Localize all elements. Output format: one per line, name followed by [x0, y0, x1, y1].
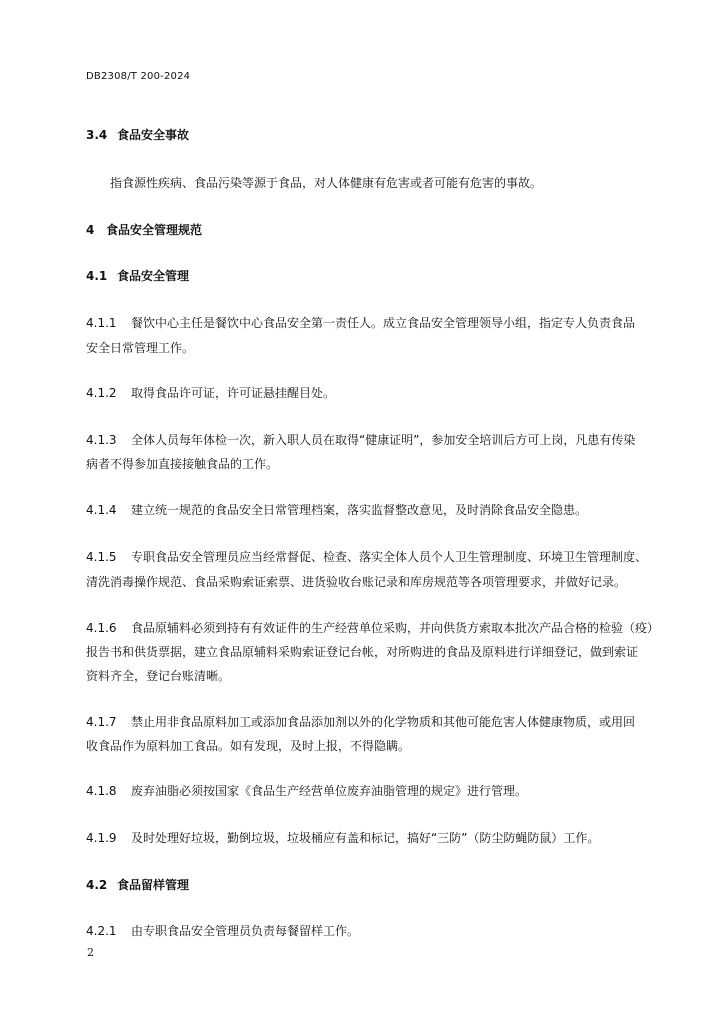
clause-4-1-1 — [86, 314, 635, 331]
clause-number: 4.2.1 — [86, 924, 117, 938]
clause-text: 全体人员每年体检一次，新入职人员在取得“健康证明”，参加安全培训后方可上岗，凡患有传染 — [131, 433, 636, 447]
clause-4-1-8 — [86, 782, 527, 799]
clause-number: 4.1.3 — [86, 433, 117, 447]
clause-text: 禁止用非食品原料加工或添加食品添加剂以外的化学物质和其他可能危害人体健康物质，或用回 — [131, 715, 636, 729]
clause-number: 4.1.8 — [86, 784, 117, 798]
clause-4-1-5 — [86, 548, 647, 565]
section-title: 食品安全管理 — [117, 269, 190, 283]
clause-text: 食品原辅料必须到持有有效证件的生产经营单位采购，并向供货方索取本批次产品合格的检验（疫） — [131, 621, 660, 635]
clause-text: 由专职食品安全管理员负责每餐留样工作。 — [131, 924, 360, 938]
paragraph-line: 资料齐全，登记台账清晰。 — [86, 669, 231, 683]
paragraph-line: 病者不得参加直接接触食品的工作。 — [86, 457, 279, 471]
section-number: 3.4 — [86, 128, 108, 142]
section-number: 4.2 — [86, 878, 108, 892]
section-number: 4.1 — [86, 269, 108, 283]
clause-number: 4.1.2 — [86, 386, 117, 400]
clause-number: 4.1.9 — [86, 831, 117, 845]
section-heading-4 — [86, 221, 202, 238]
clause-number: 4.1.6 — [86, 621, 117, 635]
section-title: 食品安全管理规范 — [106, 223, 203, 237]
section-number: 4 — [86, 223, 95, 237]
clause-text: 取得食品许可证，许可证悬挂醒目处。 — [131, 386, 336, 400]
clause-text: 及时处理好垃圾，勤倒垃圾，垃圾桶应有盖和标记，搞好“三防”（防尘防蝇防鼠）工作。 — [131, 831, 600, 845]
paragraph-line: 安全日常管理工作。 — [86, 341, 195, 355]
clause-text: 废弃油脂必须按国家《食品生产经营单位废弃油脂管理的规定》进行管理。 — [131, 784, 528, 798]
page-number: 2 — [87, 946, 94, 959]
clause-4-2-1 — [86, 922, 359, 939]
clause-4-1-3 — [86, 431, 635, 448]
clause-4-1-4 — [86, 501, 587, 518]
clause-4-1-2 — [86, 384, 335, 401]
section-heading-4-2 — [86, 876, 189, 893]
paragraph-line: 报告书和供货票据，建立食品原辅料采购索证登记台帐，对所购进的食品及原料进行详细登记，做到索证 — [86, 645, 639, 659]
clause-text: 餐饮中心主任是餐饮中心食品安全第一责任人。成立食品安全管理领导小组，指定专人负责食品 — [131, 316, 636, 330]
section-title: 食品留样管理 — [117, 878, 190, 892]
clause-number: 4.1.7 — [86, 715, 117, 729]
paragraph-line: 收食品作为原料加工食品。如有发现，及时上报，不得隐瞒。 — [86, 739, 411, 753]
clause-number: 4.1.4 — [86, 503, 117, 517]
clause-4-1-7 — [86, 713, 635, 730]
clause-4-1-6 — [86, 619, 659, 636]
clause-text: 专职食品安全管理员应当经常督促、检查、落实全体人员个人卫生管理制度、环境卫生管理制度、 — [131, 550, 648, 564]
clause-text: 建立统一规范的食品安全日常管理档案，落实监督整改意见，及时消除食品安全隐患。 — [131, 503, 588, 517]
section-heading-3-4 — [86, 126, 189, 143]
clause-number: 4.1.5 — [86, 550, 117, 564]
clause-number: 4.1.1 — [86, 316, 117, 330]
section-heading-4-1 — [86, 267, 189, 284]
clause-4-1-9 — [86, 829, 599, 846]
section-title: 食品安全事故 — [117, 128, 190, 142]
paragraph-line: 清洗消毒操作规范、食品采购索证索票、进货验收台账记录和库房规范等各项管理要求，并做好记录。 — [86, 575, 627, 589]
standard-code: DB2308/T 200-2024 — [86, 71, 191, 82]
paragraph-line: 指食源性疾病、食品污染等源于食品，对人体健康有危害或者可能有危害的事故。 — [110, 176, 543, 190]
